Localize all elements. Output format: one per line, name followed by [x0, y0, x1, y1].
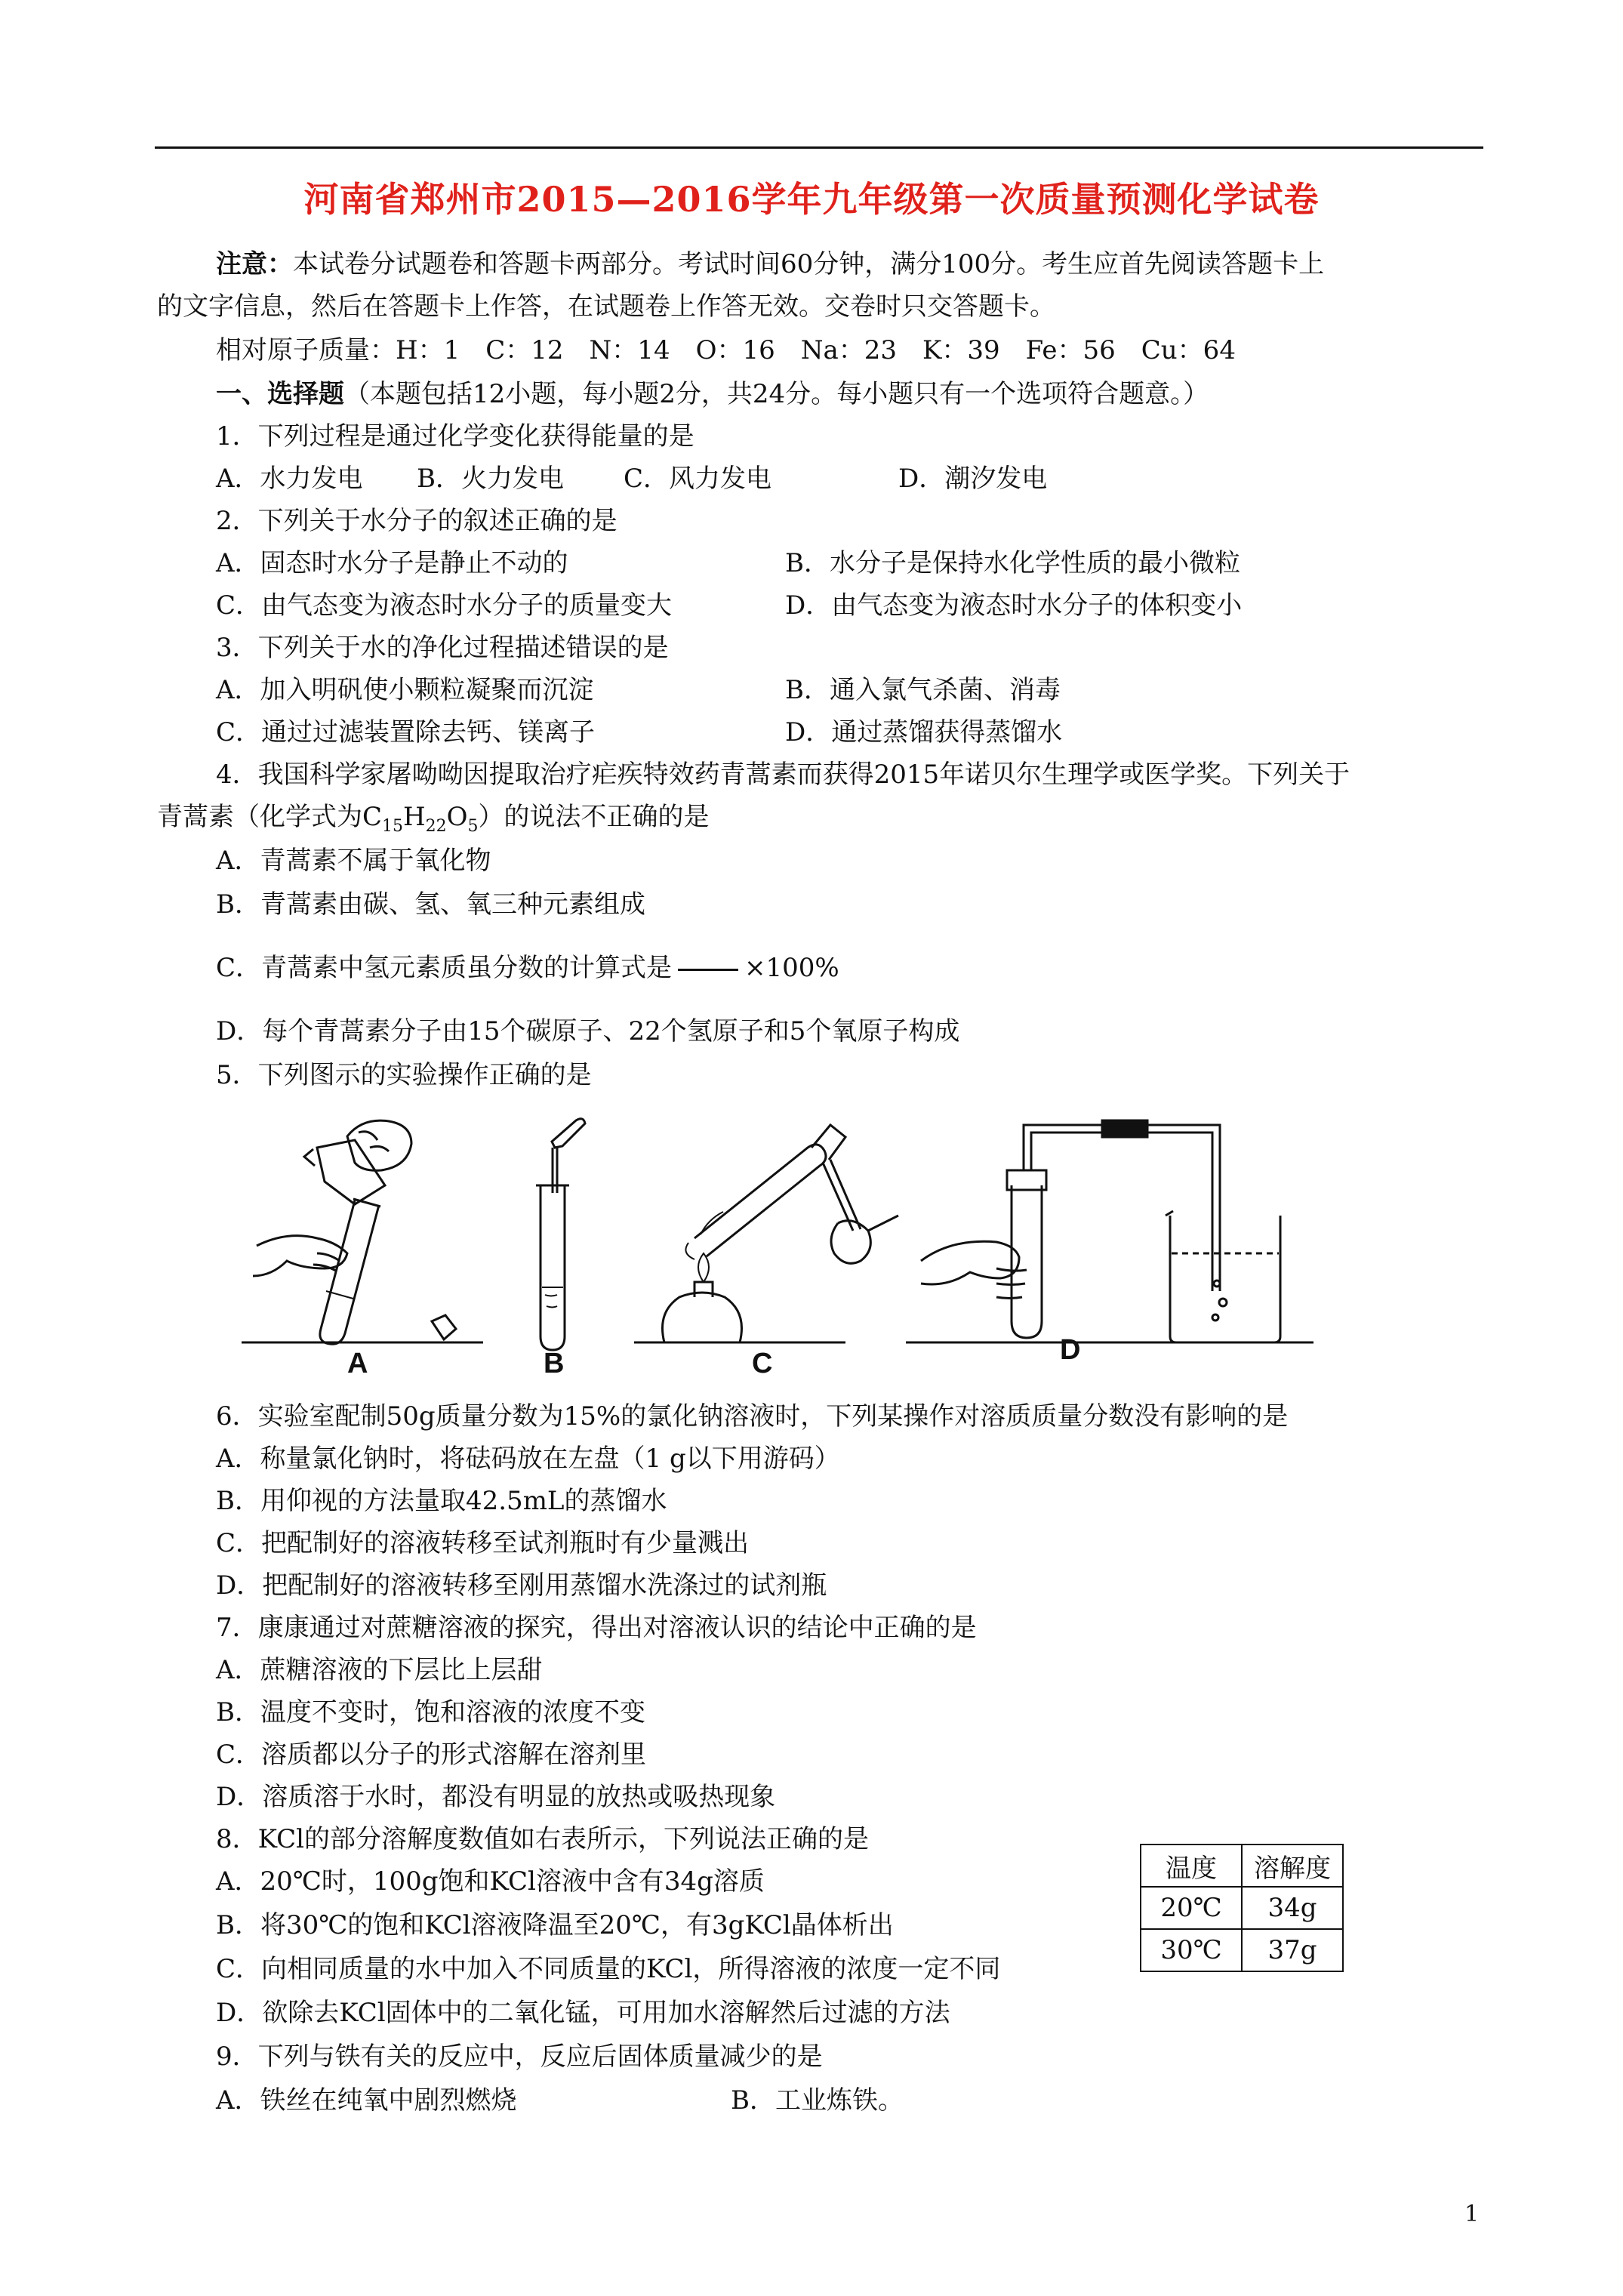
- table-header-cell: 温度: [1141, 1845, 1242, 1887]
- q6-option-b: B．用仰视的方法量取42.5mL的蒸馏水: [216, 1486, 667, 1516]
- q7-option-c: C．溶质都以分子的形式溶解在溶剂里: [216, 1740, 647, 1770]
- table-row: [1141, 1887, 1343, 1929]
- q3-option-b: B．通入氯气杀菌、消毒: [785, 675, 1061, 705]
- notice-label: 注意：: [216, 249, 293, 279]
- q9-stem: 9．下列与铁有关的反应中，反应后固体质量减少的是: [216, 2042, 823, 2072]
- q8-option-c: C．向相同质量的水中加入不同质量的KCl，所得溶液的浓度一定不同: [216, 1954, 1001, 1984]
- q7-option-d: D．溶质溶于水时，都没有明显的放热或吸热现象: [216, 1782, 776, 1812]
- section-heading: 一、选择题（本题包括12小题，每小题2分，共24分。每小题只有一个选项符合题意。）: [216, 379, 1209, 409]
- q1-option-d: D．潮汐发电: [898, 464, 1048, 494]
- q6-option-a: A．称量氯化钠时，将砝码放在左盘（1 g以下用游码）: [216, 1444, 840, 1474]
- q7-option-b: B．温度不变时，饱和溶液的浓度不变: [216, 1697, 645, 1727]
- lab-operations-figure: [242, 1102, 1313, 1374]
- figure-b-dropper-icon: [536, 1119, 585, 1350]
- q4-option-d: D．每个青蒿素分子由15个碳原子、22个氢原子和5个氧原子构成: [216, 1016, 960, 1046]
- figure-label-d: D: [1060, 1334, 1081, 1366]
- q6-option-d: D．把配制好的溶液转移至刚用蒸馏水洗涤过的试剂瓶: [216, 1570, 827, 1601]
- table-cell: 37g: [1242, 1929, 1343, 1971]
- figure-label-c: C: [752, 1348, 773, 1374]
- table-cell: 20℃: [1141, 1887, 1242, 1929]
- q8-stem: 8．KCl的部分溶解度数值如右表所示，下列说法正确的是: [216, 1824, 870, 1854]
- q2-option-c: C．由气态变为液态时水分子的质量变大: [216, 590, 673, 621]
- q4-stem-1: 4．我国科学家屠呦呦因提取治疗疟疾特效药青蒿素而获得2015年诺贝尔生理学或医学奖。下列关于: [216, 760, 1350, 790]
- q1-option-a: A．水力发电: [216, 464, 363, 494]
- q3-option-a: A．加入明矾使小颗粒凝聚而沉淀: [216, 675, 594, 705]
- q5-stem: 5．下列图示的实验操作正确的是: [216, 1060, 592, 1090]
- q7-stem: 7．康康通过对蔗糖溶液的探究，得出对溶液认识的结论中正确的是: [216, 1613, 977, 1643]
- q6-option-c: C．把配制好的溶液转移至试剂瓶时有少量溅出: [216, 1528, 750, 1558]
- kcl-solubility-table: [1140, 1844, 1344, 1972]
- q8-option-a: A．20℃时，100g饱和KCl溶液中含有34g溶质: [216, 1866, 765, 1897]
- q9-option-a: A．铁丝在纯氧中剧烈燃烧: [216, 2085, 517, 2116]
- table-header-row: [1141, 1845, 1343, 1887]
- q7-option-a: A．蔗糖溶液的下层比上层甜: [216, 1655, 543, 1685]
- page-number: 1: [1464, 2201, 1480, 2227]
- q2-option-d: D．由气态变为液态时水分子的体积变小: [785, 590, 1243, 621]
- q3-option-d: D．通过蒸馏获得蒸馏水: [785, 717, 1063, 747]
- exam-title: 河南省郑州市2015—2016学年九年级第一次质量预测化学试卷: [303, 179, 1320, 220]
- q8-option-d: D．欲除去KCl固体中的二氧化锰，可用加水溶解然后过滤的方法: [216, 1998, 950, 2028]
- table-row: [1141, 1929, 1343, 1971]
- q4-option-a: A．青蒿素不属于氧化物: [216, 846, 491, 876]
- q1-option-b: B．火力发电: [417, 464, 564, 494]
- q4-option-b: B．青蒿素由碳、氢、氧三种元素组成: [216, 889, 645, 920]
- q1-stem: 1．下列过程是通过化学变化获得能量的是: [216, 421, 694, 451]
- atomic-masses: 相对原子质量：H：1 C：12 N：14 O：16 Na：23 K：39 Fe：56 Cu：64: [216, 335, 1236, 365]
- q3-stem: 3．下列关于水的净化过程描述错误的是: [216, 633, 669, 663]
- figure-d-airtightness-check-icon: [906, 1120, 1313, 1342]
- figure-label-b: B: [544, 1348, 565, 1374]
- notice-line-2: 的文字信息，然后在答题卡上作答，在试题卷上作答无效。交卷时只交答题卡。: [157, 291, 1055, 322]
- header-rule: [155, 146, 1483, 149]
- q8-option-b: B．将30℃的饱和KCl溶液降温至20℃，有3gKCl晶体析出: [216, 1910, 894, 1940]
- q2-stem: 2．下列关于水分子的叙述正确的是: [216, 506, 617, 536]
- notice-line-1: 注意：本试卷分试题卷和答题卡两部分。考试时间60分钟，满分100分。考生应首先阅读答题卡上: [216, 249, 1325, 279]
- q2-option-a: A．固态时水分子是静止不动的: [216, 548, 568, 578]
- q2-option-b: B．水分子是保持水化学性质的最小微粒: [785, 548, 1240, 578]
- q9-option-b: B．工业炼铁。: [731, 2085, 904, 2116]
- figure-c-heating-icon: [634, 1125, 898, 1342]
- fraction-bar: [678, 969, 738, 971]
- figure-label-a: A: [347, 1348, 368, 1374]
- figure-a-pouring-solid-icon: [242, 1120, 483, 1344]
- q6-stem: 6．实验室配制50g质量分数为15%的氯化钠溶液时，下列某操作对溶质质量分数没有影响的是: [216, 1401, 1289, 1432]
- table-cell: 34g: [1242, 1887, 1343, 1929]
- q1-option-c: C．风力发电: [624, 464, 772, 494]
- q3-option-c: C．通过过滤装置除去钙、镁离子: [216, 717, 596, 747]
- table-header-cell: 溶解度: [1242, 1845, 1343, 1887]
- q4-stem-2: 青蒿素（化学式为$C_{15}H_{22}O_5$）的说法不正确的是: [157, 802, 710, 836]
- q4-option-c: C．青蒿素中氢元素质虽分数的计算式是 ×100%: [216, 953, 839, 983]
- table-cell: 30℃: [1141, 1929, 1242, 1971]
